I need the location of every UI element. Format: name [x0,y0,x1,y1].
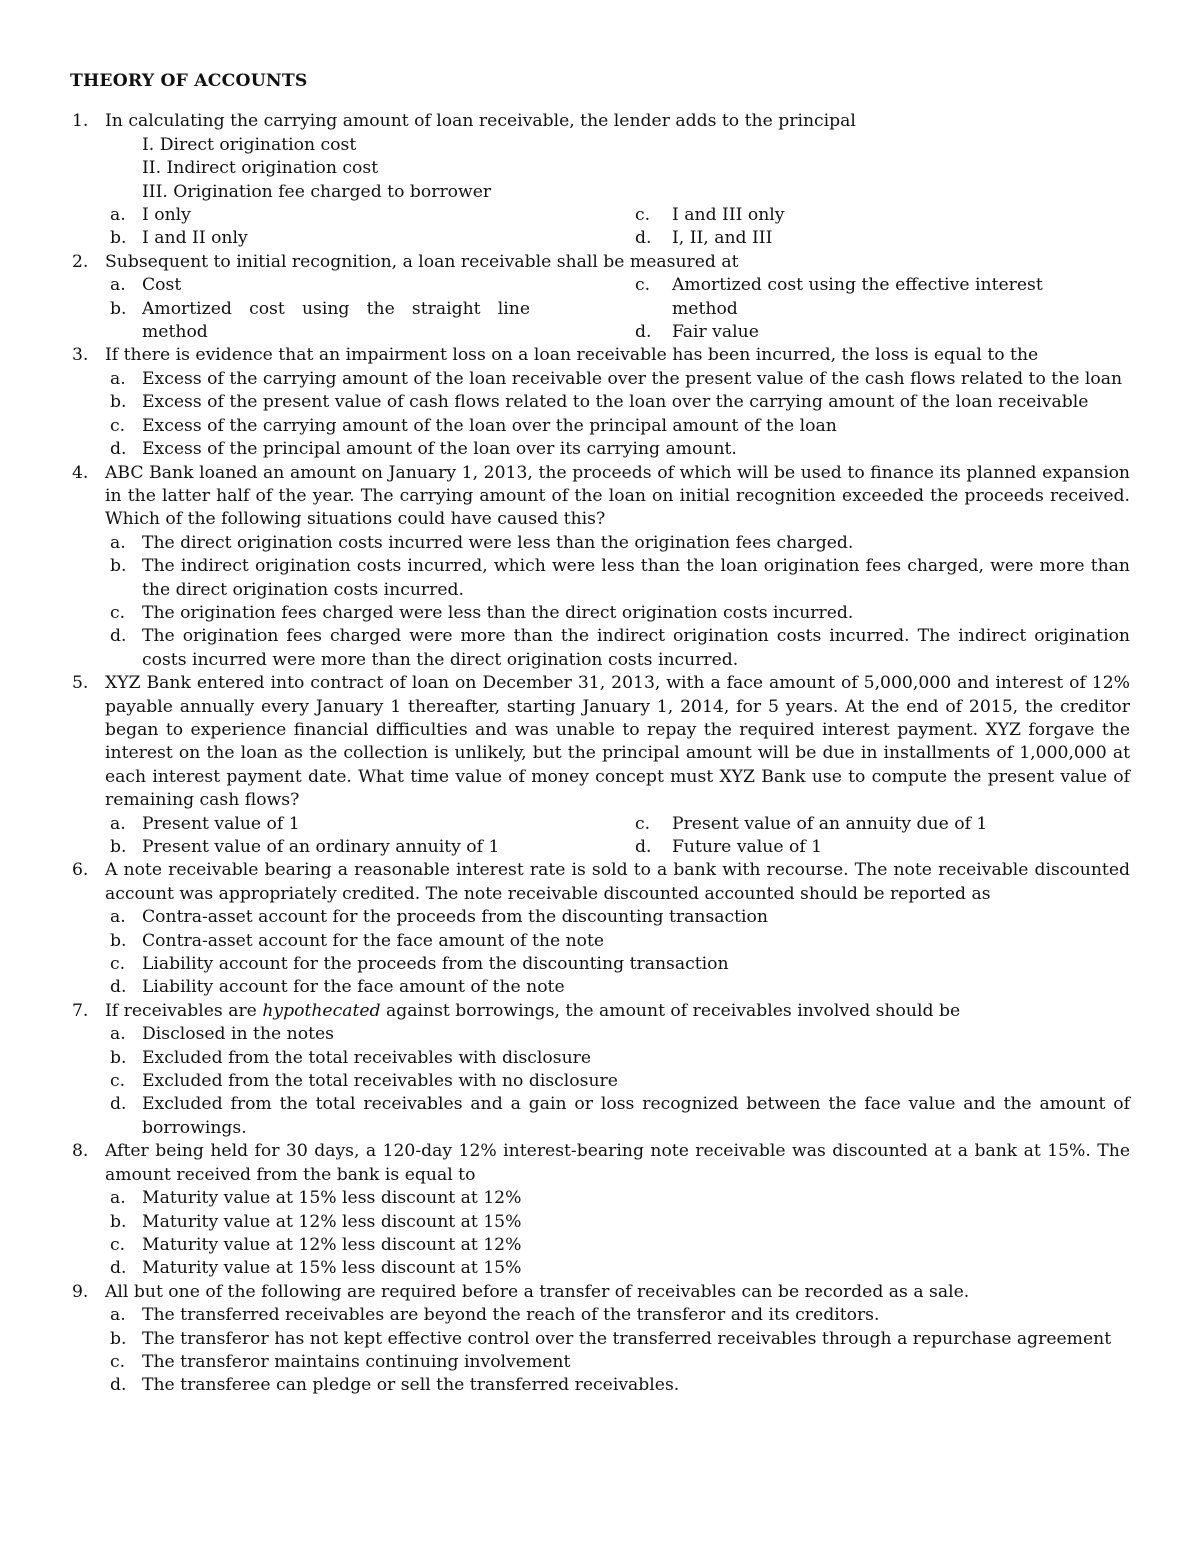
option-text: Maturity value at 12% less discount at 12% [142,1234,522,1255]
option-text: Excluded from the total receivables and a gain or loss recognized between the face value and the amount of borrowings. [142,1094,1130,1138]
option-c [70,953,1130,976]
option-letter: a. [110,205,126,226]
option-text: Maturity value at 12% less discount at 15% [142,1211,522,1232]
option-letter: a. [110,1188,126,1209]
option-letter: d. [635,322,652,343]
emphasized-term: hypothecated [262,1000,381,1021]
option-letter: c. [110,415,126,436]
option-text: The transferee can pledge or sell the transferred receivables. [142,1375,680,1396]
question-5 [70,672,1130,812]
option-b [70,391,1130,414]
option-letter: b. [110,556,127,577]
question-3 [70,344,1130,367]
option-letter: a. [110,813,126,834]
question-text: Subsequent to initial recognition, a loan receivable shall be measured at [105,251,739,272]
option-text: Liability account for the proceeds from the discounting transaction [142,954,729,975]
option-text: Contra-asset account for the proceeds from the discounting transaction [142,907,768,928]
option-text: I only [142,205,191,226]
option-letter: b. [110,1328,127,1349]
option-text: Maturity value at 15% less discount at 12% [142,1188,522,1209]
option-letter: a. [110,275,126,296]
option-text: The origination fees charged were more than the indirect origination costs incurred. The indirect origination costs incurred were more than the direct origination costs incurred. [142,626,1130,670]
option-text: Amortized cost using the straight line [142,298,530,319]
option-letter: b. [110,930,127,951]
option-text: Fair value [672,322,759,343]
option-text: I and III only [672,205,785,226]
question-1 [70,110,1130,133]
option-letter: c. [635,205,651,226]
question-number: 6. [72,860,89,881]
option-a [70,1304,1130,1327]
option-letter: c. [110,602,126,623]
option-text: Maturity value at 15% less discount at 15% [142,1258,522,1279]
question-number: 4. [72,462,89,483]
question-number: 8. [72,1141,89,1162]
option-letter: b. [110,837,127,857]
option-c [70,1351,1130,1374]
question-number: 3. [72,345,89,366]
option-letter: a. [110,1024,126,1045]
question-text: All but one of the following are required before a transfer of receivables can be recorded as a sale. [105,1281,970,1302]
question-8 [70,1140,1130,1187]
page-title: THEORY OF ACCOUNTS [70,71,308,91]
option-letter: c. [110,1234,126,1255]
roman-item: II. Indirect origination cost [142,158,379,179]
question-number: 9. [72,1281,89,1302]
question-text: In calculating the carrying amount of loan receivable, the lender adds to the principal [105,111,856,132]
option-text: The transferor has not kept effective control over the transferred receivables through a repurchase agreement [142,1328,1112,1349]
option-letter: d. [110,1094,127,1115]
option-text: I and II only [142,228,248,249]
roman-item: III. Origination fee charged to borrower [142,181,492,202]
option-row [70,227,1130,250]
option-b [70,930,1130,953]
option-text: method [672,298,738,319]
question-text: If there is evidence that an impairment loss on a loan receivable has been incurred, the loss is equal to the [105,345,1039,366]
option-text: Excess of the carrying amount of the loan over the principal amount of the loan [142,415,837,436]
document-page [70,70,1130,1398]
option-text: The origination fees charged were less than the direct origination costs incurred. [142,602,854,623]
question-6 [70,859,1130,906]
option-text: I, II, and III [672,228,773,249]
option-text: method [142,322,208,343]
option-a [70,368,1130,391]
option-c [70,602,1130,625]
option-text: Future value of 1 [672,837,823,857]
question-text: XYZ Bank entered into contract of loan on December 31, 2013, with a face amount of 5,000,000 and interest of 12% payable annually every January 1 thereafter, starting January 1, 2014, for 5 years. At the end of 2015, the creditor began to experience financial difficulties and was unable to repay the required interest payment. XYZ forgave the interest on the loan as the collection is unlikely, but the principal amount will be due in installments of 1,000,000 at each interest payment date. What time value of money concept must XYZ Bank use to compute the present value of remaining cash flows? [105,673,1130,811]
question-number: 7. [72,1000,89,1021]
option-text: Amortized cost using the effective interest [672,275,1043,296]
option-text: Present value of an annuity due of 1 [672,813,988,834]
option-a [70,532,1130,555]
question-number: 5. [72,673,89,694]
option-letter: d. [635,837,652,857]
question-text: A note receivable bearing a reasonable interest rate is sold to a bank with recourse. The note receivable discounted account was appropriately credited. The note receivable discounted accounted should be reported as [105,860,1130,904]
option-letter: d. [110,626,127,647]
option-text: Excluded from the total receivables with no disclosure [142,1071,618,1092]
option-letter: d. [110,439,127,460]
option-text: Liability account for the face amount of the note [142,977,565,998]
option-letter: a. [110,1305,126,1326]
option-b [70,555,1130,602]
option-a [70,1023,1130,1046]
question-text: If receivables are [105,1000,263,1021]
option-letter: d. [110,977,127,998]
option-row [70,204,1130,227]
roman-item: I. Direct origination cost [142,134,357,155]
option-letter: d. [635,228,652,249]
option-text: Present value of 1 [142,813,300,834]
option-letter: c. [110,1351,126,1372]
option-letter: a. [110,532,126,553]
option-letter: a. [110,907,126,928]
option-row [70,813,1130,836]
option-letter: b. [110,1211,127,1232]
option-letter: a. [110,368,126,389]
question-text: ABC Bank loaned an amount on January 1, 2013, the proceeds of which will be used to finance its planned expansion in the latter half of the year. The carrying amount of the loan on initial recognition exceeded the proceeds received. Which of the following situations could have caused this? [105,462,1130,530]
option-a [70,1187,1130,1210]
option-letter: b. [110,298,127,319]
option-letter: b. [110,392,127,413]
option-c [70,415,1130,438]
question-text: against borrowings, the amount of receivables involved should be [380,1000,961,1021]
question-text: After being held for 30 days, a 120-day 12% interest-bearing note receivable was discounted at a bank at 15%. The amount received from the bank is equal to [105,1141,1130,1185]
option-d [70,1257,1130,1280]
option-d [70,976,1130,999]
option-d [70,625,1130,672]
option-text: Cost [142,275,182,296]
option-letter: b. [110,1047,127,1068]
question-number: 1. [72,111,89,132]
option-c [70,1070,1130,1093]
question-9 [70,1281,1130,1304]
option-letter: d. [110,1258,127,1279]
question-2 [70,251,1130,274]
option-row [70,836,1130,859]
question-4 [70,462,1130,532]
option-a [70,906,1130,929]
question-number: 2. [72,251,89,272]
option-b [70,1211,1130,1234]
option-letter: c. [110,954,126,975]
option-letter: c. [635,275,651,296]
option-text: Excess of the principal amount of the loan over its carrying amount. [142,439,737,460]
option-text: The transferor maintains continuing involvement [142,1351,571,1372]
option-letter: d. [110,1375,127,1396]
option-text: Excluded from the total receivables with disclosure [142,1047,592,1068]
option-text: Present value of an ordinary annuity of 1 [142,837,500,857]
option-d [70,1093,1130,1140]
option-d [70,1374,1130,1397]
option-text: Excess of the carrying amount of the loan receivable over the present value of the cash flows related to the loan [142,368,1123,389]
option-letter: b. [110,228,127,249]
option-row [70,298,1130,321]
option-text: Excess of the present value of cash flows related to the loan over the carrying amount of the loan receivable [142,392,1089,413]
option-letter: c. [110,1071,126,1092]
option-d [70,438,1130,461]
option-row [70,274,1130,297]
option-text: Contra-asset account for the face amount of the note [142,930,605,951]
option-b [70,1047,1130,1070]
option-c [70,1234,1130,1257]
option-text: The transferred receivables are beyond the reach of the transferor and its creditors. [142,1305,880,1326]
option-text: Disclosed in the notes [142,1024,334,1045]
option-b [70,1328,1130,1351]
option-text: The indirect origination costs incurred, which were less than the loan origination fees charged, were more than the direct origination costs incurred. [142,556,1130,600]
option-text: The direct origination costs incurred were less than the origination fees charged. [142,532,854,553]
option-letter: c. [635,813,651,834]
question-7 [70,1000,1130,1023]
option-row [70,321,1130,344]
